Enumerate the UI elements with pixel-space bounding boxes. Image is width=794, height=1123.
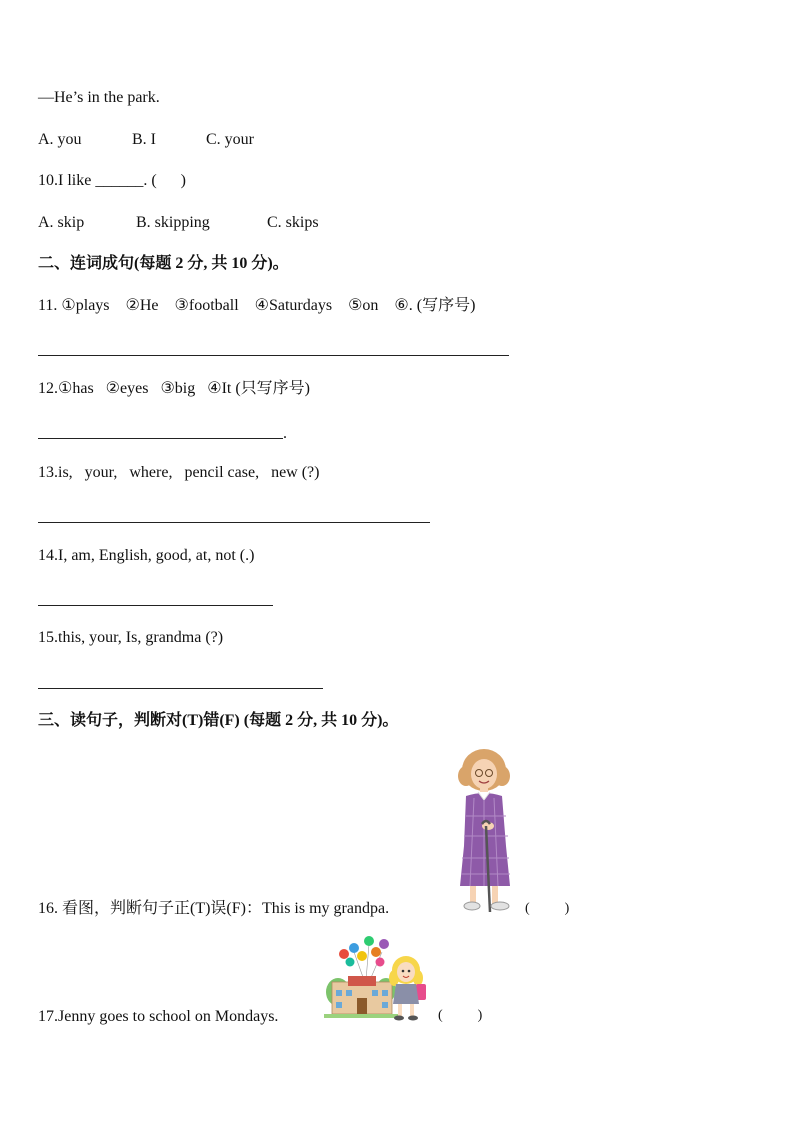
school-girl-illustration bbox=[324, 932, 434, 1024]
q13-text: 13.is, your, where, pencil case, new (?) bbox=[38, 464, 320, 481]
q14-text: 14.I, am, English, good, at, not (.) bbox=[38, 547, 255, 564]
section3-heading: 三、读句子，判断对(T)错(F) (每题 2 分, 共 10 分)。 bbox=[38, 712, 399, 729]
q11-text: 11. ①plays ②He ③football ④Saturdays ⑤on ⑥. (写序号) bbox=[38, 297, 476, 314]
q16-text: 16. 看图，判断句子正(T)误(F)：This is my grandpa. bbox=[38, 900, 390, 917]
q11-answer-line[interactable] bbox=[38, 355, 509, 356]
q17-answer-parens[interactable]: ( ) bbox=[438, 1008, 483, 1023]
q10-option-c: C. skips bbox=[267, 214, 319, 231]
q13-answer-line[interactable] bbox=[38, 522, 430, 523]
q10-stem: 10.I like ______. ( ) bbox=[38, 172, 186, 189]
q15-text: 15.this, your, Is, grandma (?) bbox=[38, 629, 224, 646]
q10-option-a: A. skip bbox=[38, 214, 85, 231]
q17-text: 17.Jenny goes to school on Mondays. bbox=[38, 1008, 279, 1025]
q12-text: 12.①has ②eyes ③big ④It (只写序号) bbox=[38, 380, 311, 397]
q12-answer-line[interactable] bbox=[38, 438, 283, 439]
q12-period: . bbox=[283, 425, 287, 442]
q14-answer-line[interactable] bbox=[38, 605, 273, 606]
q9-option-c: C. your bbox=[206, 131, 254, 148]
q9-option-b: B. I bbox=[132, 131, 156, 148]
q16-answer-parens[interactable]: ( ) bbox=[525, 901, 570, 916]
q15-answer-line[interactable] bbox=[38, 688, 323, 689]
q9-option-a: A. you bbox=[38, 131, 82, 148]
q10-option-b: B. skipping bbox=[136, 214, 210, 231]
section2-heading: 二、连词成句(每题 2 分, 共 10 分)。 bbox=[38, 255, 289, 272]
grandma-illustration bbox=[448, 746, 520, 916]
q9-answer-line: —He’s in the park. bbox=[38, 89, 160, 106]
